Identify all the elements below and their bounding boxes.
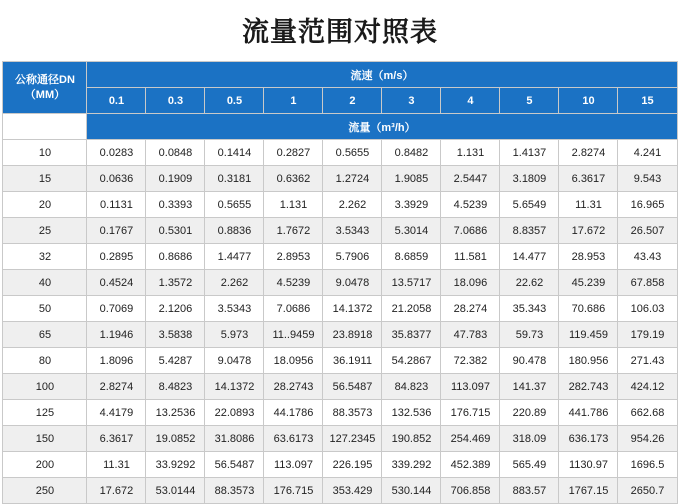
cell-flow-value: 254.469 — [441, 426, 500, 452]
cell-flow-value: 4.5239 — [441, 192, 500, 218]
cell-flow-value: 13.5717 — [382, 270, 441, 296]
cell-flow-value: 5.4287 — [146, 348, 205, 374]
cell-flow-value: 0.0848 — [146, 140, 205, 166]
cell-flow-value: 63.6173 — [264, 426, 323, 452]
cell-dn: 20 — [3, 192, 87, 218]
cell-flow-value: 3.5343 — [323, 218, 382, 244]
cell-flow-value: 22.62 — [500, 270, 559, 296]
cell-flow-value: 4.4179 — [87, 400, 146, 426]
header-velocity-1: 0.3 — [146, 88, 205, 114]
cell-flow-value: 883.57 — [500, 478, 559, 504]
cell-flow-value: 5.3014 — [382, 218, 441, 244]
cell-flow-value: 16.965 — [618, 192, 677, 218]
flow-range-table — [2, 61, 677, 504]
header-velocity-8: 10 — [559, 88, 618, 114]
header-cell-velocity: 流速（m/s） — [87, 62, 677, 88]
cell-flow-value: 530.144 — [382, 478, 441, 504]
cell-flow-value: 33.9292 — [146, 452, 205, 478]
cell-flow-value: 45.239 — [559, 270, 618, 296]
cell-flow-value: 0.4524 — [87, 270, 146, 296]
cell-flow-value: 56.5487 — [205, 452, 264, 478]
table-row — [3, 322, 677, 348]
cell-flow-value: 1.4477 — [205, 244, 264, 270]
cell-flow-value: 44.1786 — [264, 400, 323, 426]
cell-flow-value: 2.1206 — [146, 296, 205, 322]
cell-flow-value: 441.786 — [559, 400, 618, 426]
cell-flow-value: 0.5301 — [146, 218, 205, 244]
cell-flow-value: 424.12 — [618, 374, 677, 400]
cell-flow-value: 0.6362 — [264, 166, 323, 192]
cell-flow-value: 88.3573 — [323, 400, 382, 426]
cell-flow-value: 0.1909 — [146, 166, 205, 192]
cell-flow-value: 565.49 — [500, 452, 559, 478]
cell-flow-value: 9.0478 — [323, 270, 382, 296]
header-velocity-3: 1 — [264, 88, 323, 114]
table-row — [3, 296, 677, 322]
cell-dn: 25 — [3, 218, 87, 244]
cell-flow-value: 113.097 — [264, 452, 323, 478]
cell-flow-value: 339.292 — [382, 452, 441, 478]
cell-flow-value: 11.31 — [87, 452, 146, 478]
cell-flow-value: 1.131 — [441, 140, 500, 166]
cell-flow-value: 90.478 — [500, 348, 559, 374]
cell-flow-value: 0.5655 — [205, 192, 264, 218]
cell-flow-value: 176.715 — [441, 400, 500, 426]
cell-flow-value: 59.73 — [500, 322, 559, 348]
header-velocity-6: 4 — [441, 88, 500, 114]
table-row — [3, 478, 677, 504]
cell-flow-value: 6.3617 — [559, 166, 618, 192]
cell-flow-value: 8.8357 — [500, 218, 559, 244]
cell-flow-value: 3.1809 — [500, 166, 559, 192]
cell-flow-value: 8.6859 — [382, 244, 441, 270]
cell-flow-value: 1130.97 — [559, 452, 618, 478]
cell-dn: 200 — [3, 452, 87, 478]
cell-flow-value: 106.03 — [618, 296, 677, 322]
table-body — [3, 140, 677, 504]
cell-dn: 125 — [3, 400, 87, 426]
table-header — [3, 62, 677, 140]
cell-flow-value: 1.2724 — [323, 166, 382, 192]
cell-flow-value: 452.389 — [441, 452, 500, 478]
cell-flow-value: 3.5838 — [146, 322, 205, 348]
cell-flow-value: 1.131 — [264, 192, 323, 218]
cell-flow-value: 0.8836 — [205, 218, 264, 244]
cell-flow-value: 0.5655 — [323, 140, 382, 166]
header-row-velocity-values — [3, 88, 677, 114]
cell-flow-value: 2.8274 — [559, 140, 618, 166]
table-row — [3, 166, 677, 192]
page-title: 流量范围对照表 — [242, 17, 438, 48]
header-dn-line1: 公称通径DN — [15, 73, 75, 86]
table-row — [3, 374, 677, 400]
cell-flow-value: 23.8918 — [323, 322, 382, 348]
cell-flow-value: 119.459 — [559, 322, 618, 348]
cell-flow-value: 1.9085 — [382, 166, 441, 192]
cell-flow-value: 0.0283 — [87, 140, 146, 166]
cell-flow-value: 1.7672 — [264, 218, 323, 244]
cell-flow-value: 88.3573 — [205, 478, 264, 504]
table-row — [3, 426, 677, 452]
cell-flow-value: 1696.5 — [618, 452, 677, 478]
cell-flow-value: 7.0686 — [441, 218, 500, 244]
cell-flow-value: 43.43 — [618, 244, 677, 270]
cell-flow-value: 9.0478 — [205, 348, 264, 374]
cell-flow-value: 28.953 — [559, 244, 618, 270]
cell-flow-value: 0.7069 — [87, 296, 146, 322]
cell-flow-value: 636.173 — [559, 426, 618, 452]
cell-flow-value: 17.672 — [559, 218, 618, 244]
table-row — [3, 452, 677, 478]
header-cell-blank — [3, 114, 87, 140]
cell-dn: 100 — [3, 374, 87, 400]
cell-flow-value: 127.2345 — [323, 426, 382, 452]
header-velocity-5: 3 — [382, 88, 441, 114]
cell-dn: 50 — [3, 296, 87, 322]
cell-flow-value: 28.274 — [441, 296, 500, 322]
cell-flow-value: 2650.7 — [618, 478, 677, 504]
table-row — [3, 348, 677, 374]
header-dn-line2: （MM） — [24, 88, 66, 101]
cell-flow-value: 28.2743 — [264, 374, 323, 400]
cell-flow-value: 1.4137 — [500, 140, 559, 166]
cell-flow-value: 35.8377 — [382, 322, 441, 348]
cell-flow-value: 9.543 — [618, 166, 677, 192]
cell-flow-value: 1.3572 — [146, 270, 205, 296]
cell-flow-value: 180.956 — [559, 348, 618, 374]
cell-flow-value: 0.2827 — [264, 140, 323, 166]
cell-flow-value: 220.89 — [500, 400, 559, 426]
cell-flow-value: 706.858 — [441, 478, 500, 504]
cell-flow-value: 17.672 — [87, 478, 146, 504]
cell-flow-value: 5.7906 — [323, 244, 382, 270]
cell-flow-value: 35.343 — [500, 296, 559, 322]
cell-flow-value: 3.3929 — [382, 192, 441, 218]
cell-dn: 10 — [3, 140, 87, 166]
header-velocity-7: 5 — [500, 88, 559, 114]
cell-flow-value: 3.5343 — [205, 296, 264, 322]
cell-flow-value: 70.686 — [559, 296, 618, 322]
cell-flow-value: 954.26 — [618, 426, 677, 452]
cell-flow-value: 0.0636 — [87, 166, 146, 192]
cell-flow-value: 662.68 — [618, 400, 677, 426]
cell-flow-value: 1.1946 — [87, 322, 146, 348]
cell-flow-value: 4.5239 — [264, 270, 323, 296]
cell-flow-value: 0.3393 — [146, 192, 205, 218]
cell-flow-value: 353.429 — [323, 478, 382, 504]
cell-flow-value: 2.262 — [323, 192, 382, 218]
cell-flow-value: 0.1767 — [87, 218, 146, 244]
cell-flow-value: 8.4823 — [146, 374, 205, 400]
cell-dn: 32 — [3, 244, 87, 270]
header-cell-flow: 流量（m³/h） — [87, 114, 677, 140]
cell-dn: 150 — [3, 426, 87, 452]
header-row-flow — [3, 114, 677, 140]
cell-flow-value: 179.19 — [618, 322, 677, 348]
cell-flow-value: 5.6549 — [500, 192, 559, 218]
cell-flow-value: 190.852 — [382, 426, 441, 452]
cell-flow-value: 11..9459 — [264, 322, 323, 348]
cell-flow-value: 13.2536 — [146, 400, 205, 426]
cell-dn: 80 — [3, 348, 87, 374]
cell-flow-value: 0.8482 — [382, 140, 441, 166]
cell-flow-value: 31.8086 — [205, 426, 264, 452]
cell-flow-value: 4.241 — [618, 140, 677, 166]
cell-flow-value: 72.382 — [441, 348, 500, 374]
cell-flow-value: 0.8686 — [146, 244, 205, 270]
header-velocity-9: 15 — [618, 88, 677, 114]
cell-flow-value: 7.0686 — [264, 296, 323, 322]
cell-flow-value: 84.823 — [382, 374, 441, 400]
cell-flow-value: 5.973 — [205, 322, 264, 348]
cell-flow-value: 11.31 — [559, 192, 618, 218]
cell-flow-value: 1.8096 — [87, 348, 146, 374]
cell-flow-value: 113.097 — [441, 374, 500, 400]
cell-flow-value: 2.262 — [205, 270, 264, 296]
cell-flow-value: 318.09 — [500, 426, 559, 452]
cell-flow-value: 21.2058 — [382, 296, 441, 322]
cell-flow-value: 18.096 — [441, 270, 500, 296]
cell-flow-value: 226.195 — [323, 452, 382, 478]
table-row — [3, 244, 677, 270]
cell-flow-value: 2.5447 — [441, 166, 500, 192]
cell-dn: 40 — [3, 270, 87, 296]
cell-flow-value: 176.715 — [264, 478, 323, 504]
cell-flow-value: 0.3181 — [205, 166, 264, 192]
cell-flow-value: 53.0144 — [146, 478, 205, 504]
cell-flow-value: 271.43 — [618, 348, 677, 374]
header-cell-dn — [3, 62, 87, 114]
cell-flow-value: 19.0852 — [146, 426, 205, 452]
cell-flow-value: 11.581 — [441, 244, 500, 270]
table-row — [3, 270, 677, 296]
cell-flow-value: 67.858 — [618, 270, 677, 296]
cell-flow-value: 1767.15 — [559, 478, 618, 504]
header-velocity-0: 0.1 — [87, 88, 146, 114]
cell-flow-value: 2.8274 — [87, 374, 146, 400]
cell-flow-value: 141.37 — [500, 374, 559, 400]
cell-flow-value: 18.0956 — [264, 348, 323, 374]
cell-dn: 15 — [3, 166, 87, 192]
cell-flow-value: 26.507 — [618, 218, 677, 244]
cell-dn: 65 — [3, 322, 87, 348]
cell-flow-value: 282.743 — [559, 374, 618, 400]
cell-flow-value: 56.5487 — [323, 374, 382, 400]
cell-flow-value: 54.2867 — [382, 348, 441, 374]
cell-dn: 250 — [3, 478, 87, 504]
cell-flow-value: 0.2895 — [87, 244, 146, 270]
cell-flow-value: 14.477 — [500, 244, 559, 270]
header-velocity-2: 0.5 — [205, 88, 264, 114]
cell-flow-value: 22.0893 — [205, 400, 264, 426]
cell-flow-value: 0.1131 — [87, 192, 146, 218]
header-row-velocity — [3, 62, 677, 88]
header-velocity-4: 2 — [323, 88, 382, 114]
cell-flow-value: 36.1911 — [323, 348, 382, 374]
table-row — [3, 140, 677, 166]
cell-flow-value: 0.1414 — [205, 140, 264, 166]
cell-flow-value: 14.1372 — [323, 296, 382, 322]
cell-flow-value: 6.3617 — [87, 426, 146, 452]
cell-flow-value: 132.536 — [382, 400, 441, 426]
cell-flow-value: 47.783 — [441, 322, 500, 348]
table-row — [3, 400, 677, 426]
table-row — [3, 192, 677, 218]
table-row — [3, 218, 677, 244]
cell-flow-value: 14.1372 — [205, 374, 264, 400]
cell-flow-value: 2.8953 — [264, 244, 323, 270]
